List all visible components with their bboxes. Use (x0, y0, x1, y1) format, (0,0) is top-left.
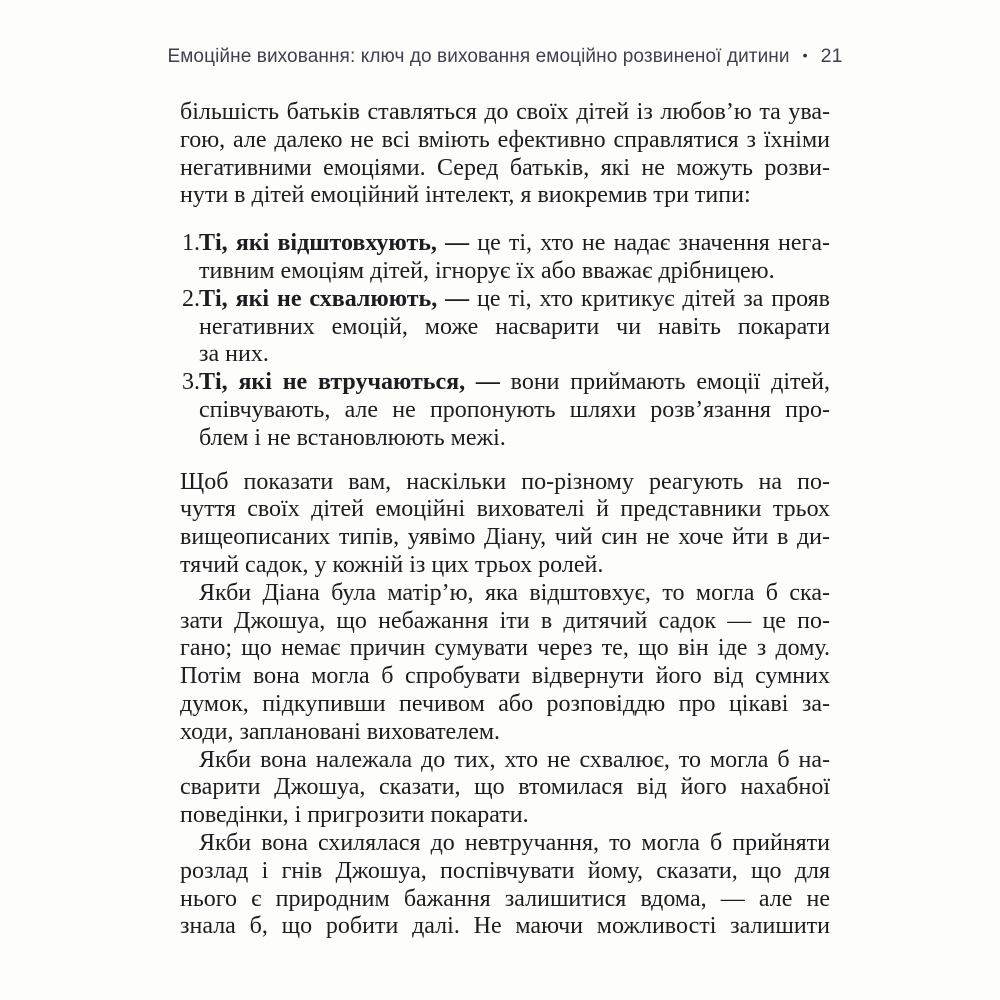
paragraph (180, 580, 830, 747)
paragraph (180, 469, 830, 580)
text-line: Щоб показати вам, наскільки по-різному реагують на по- (180, 468, 830, 495)
content (180, 99, 830, 941)
list-item-number: 2. (182, 285, 200, 312)
text-line: Якби вона схилялася до невтручання, то могла б прийняти (199, 829, 830, 856)
list-item (180, 286, 830, 369)
text-line: знала б, що робити далі. Не маючи можливості залишити (180, 913, 830, 940)
list-item (180, 230, 830, 286)
text-line: ходи, заплановані вихователем. (180, 718, 501, 745)
text-line: Якби Діана була матір’ю, яка відштовхує, то могла б ска- (199, 579, 830, 606)
text-line: поведінки, і пригрозити покарати. (180, 802, 529, 829)
text-line: негативних емоцій, може насварити чи навіть покарати (199, 313, 830, 340)
text-line: блем і не встановлюють межі. (199, 424, 506, 451)
ordered-list (180, 230, 830, 452)
bold-text: Ті, які не втручаються, — (199, 369, 500, 396)
text-line: Якби вона належала до тих, хто не схвалює, то могла б на- (199, 746, 830, 773)
text-line: за них. (199, 341, 269, 368)
paragraph (180, 830, 830, 941)
text-line: Потім вона могла б спробувати відвернути його від сумних (180, 663, 830, 690)
text-line: тячий садок, у кожній із цих трьох ролей. (180, 551, 604, 578)
header-page-number: 21 (820, 45, 843, 67)
header-title: Емоційне виховання: ключ до виховання емоційно розвиненої дитини (167, 46, 790, 67)
list-item-number: 1. (182, 230, 200, 257)
text-line: гою, але далеко не всі вміють ефективно справлятися з їхніми (180, 126, 830, 153)
plain-text: вони приймають емоції дітей, (499, 369, 830, 396)
bold-text: Ті, які відштовхують, — (199, 230, 470, 257)
text-line (199, 286, 830, 314)
list-item (180, 369, 830, 452)
text-line: розлад і гнів Джошуа, поспівчувати йому, сказати, що для (180, 857, 830, 884)
text-line: сварити Джошуа, сказати, що втомилася від його нахабної (180, 774, 830, 801)
header-separator-dot: • (802, 47, 808, 63)
text-line: гано; що немає причин сумувати через те, що він іде з дому. (180, 635, 830, 662)
text-line: тивним емоціям дітей, ігнорує їх або вважає дрібницею. (199, 257, 775, 284)
bold-text: Ті, які не схвалюють, — (199, 285, 470, 312)
text-line (199, 369, 830, 397)
plain-text: це ті, хто критикує дітей за прояв (469, 285, 831, 312)
text-line: більшість батьків ставляться до своїх дітей із любов’ю та ува- (180, 99, 830, 125)
text-line: нього є природним бажання залишитися вдома, — але не (180, 885, 830, 912)
paragraph (180, 99, 830, 210)
list-item-number: 3. (182, 369, 200, 396)
text-line: чуття своїх дітей емоційні вихователі й представники трьох (180, 496, 830, 523)
text-line: співчувають, але не пропонують шляхи розв’язання про- (199, 396, 830, 423)
text-line: нути в дітей емоційний інтелект, я виокремив три типи: (180, 182, 751, 209)
text-line (199, 230, 830, 258)
paragraph (180, 747, 830, 830)
text-line: зати Джошуа, що небажання іти в дитячий садок — це по- (180, 607, 830, 634)
running-header (167, 45, 843, 68)
plain-text: це ті, хто не надає значення нега- (469, 230, 830, 257)
text-line: вищеописаних типів, уявімо Діану, чий син не хоче йти в ди- (180, 524, 830, 551)
text-line: думок, підкупивши печивом або розповіддю про цікаві за- (180, 690, 830, 717)
text-line: негативними емоціями. Серед батьків, які не можуть розви- (180, 154, 830, 181)
